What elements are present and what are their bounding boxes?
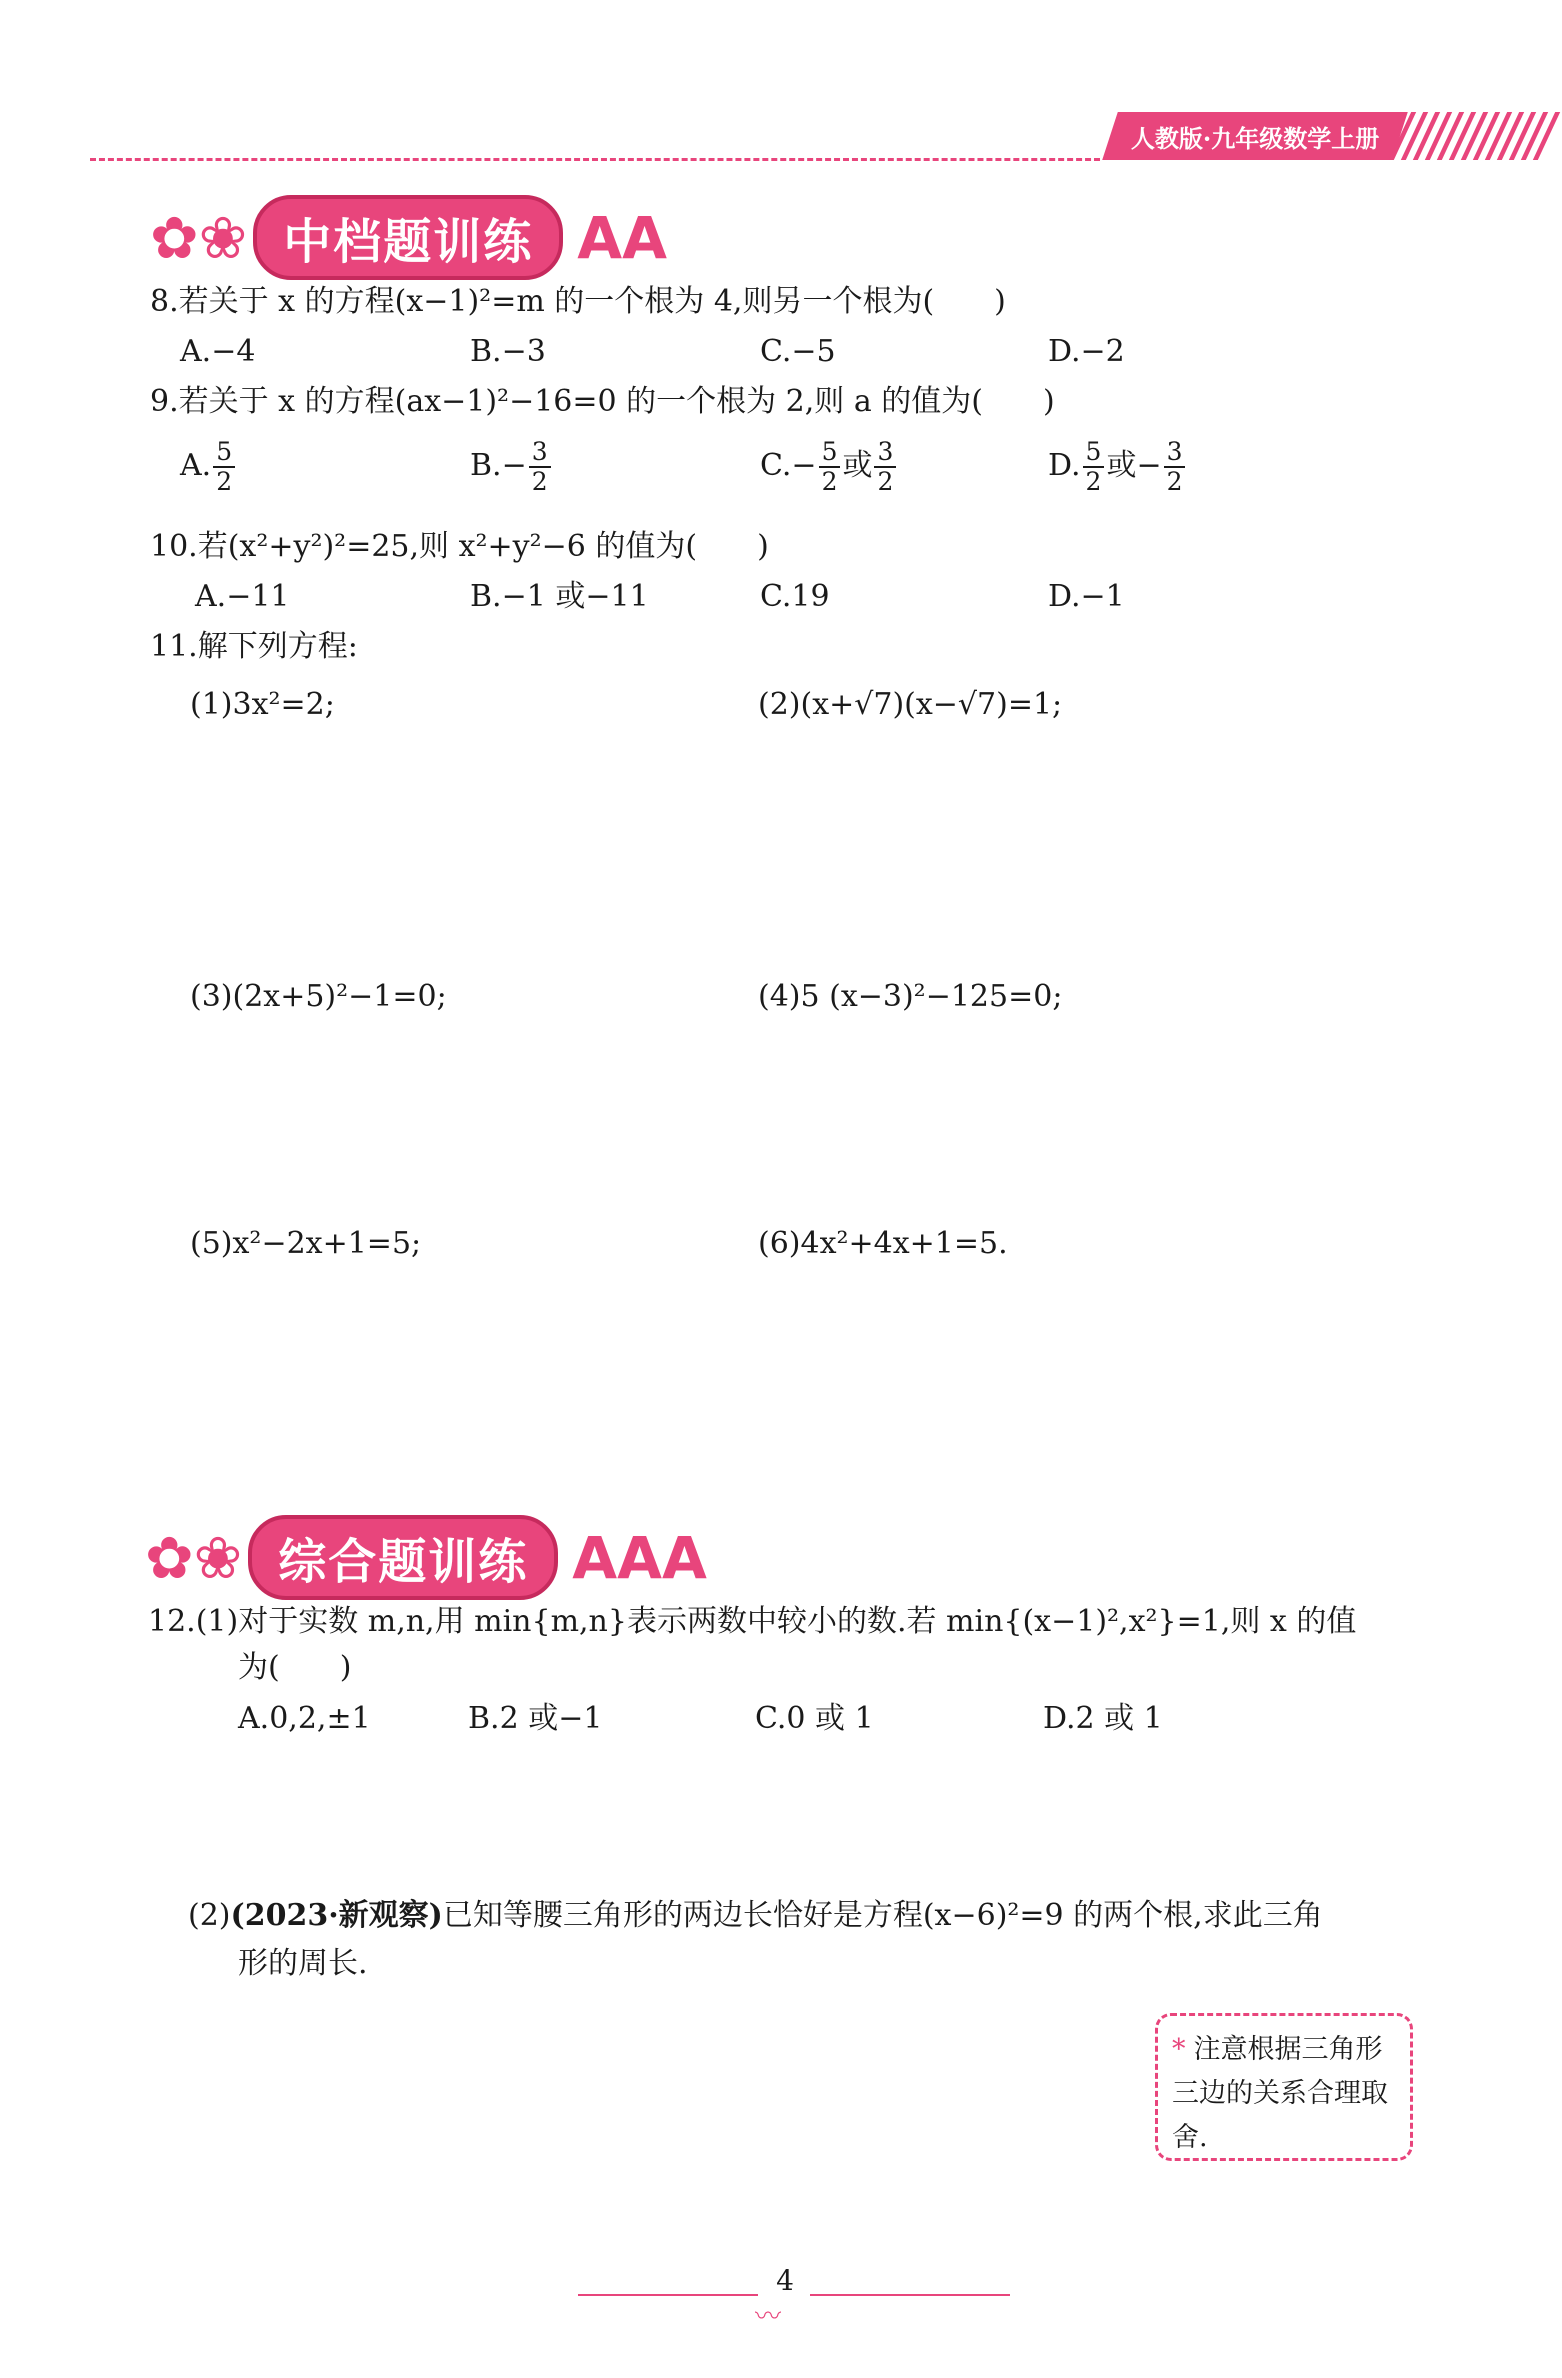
q11-part-2: (2)(x+√7)(x−√7)=1; — [758, 687, 1063, 722]
q10-option-c: C.19 — [760, 579, 830, 614]
page-number: 4 — [776, 2264, 794, 2297]
q8-option-c: C.−5 — [760, 334, 836, 369]
q9-option-a: A. $\frac{5}{2}$ — [180, 438, 237, 496]
header-book-title: 人教版·九年级数学上册 — [1130, 123, 1380, 153]
section-comprehensive-badge: 综合题训练 — [248, 1515, 558, 1600]
fraction: $\frac{3}{2}$ — [529, 438, 551, 496]
header-stripes — [1400, 112, 1560, 160]
q12-option-b: B.2 或−1 — [468, 1701, 603, 1736]
hint-note — [1155, 2013, 1413, 2161]
flower-icon: ✿❀ — [145, 1523, 243, 1592]
q11-part-3: (3)(2x+5)²−1=0; — [190, 979, 447, 1014]
q11-part-6: (6)4x²+4x+1=5. — [758, 1226, 1008, 1261]
footer-line-left — [578, 2294, 758, 2296]
q12-part1-line1: 12.(1)对于实数 m,n,用 min{m,n}表示两数中较小的数.若 min{(x−1)²,x²}=1,则 x 的值 — [148, 1604, 1357, 1639]
q9-option-d: D. $\frac{5}{2}$ 或− $\frac{3}{2}$ — [1048, 438, 1187, 496]
q10-option-a: A.−11 — [195, 579, 290, 614]
q12-part2-line2: 形的周长. — [238, 1946, 368, 1981]
fraction: $\frac{3}{2}$ — [1164, 438, 1186, 496]
q8-option-b: B.−3 — [470, 334, 546, 369]
q12-option-d: D.2 或 1 — [1043, 1701, 1163, 1736]
section-comprehensive-level: AAA — [572, 1523, 707, 1592]
q11-part-4: (4)5 (x−3)²−125=0; — [758, 979, 1063, 1014]
q12-option-a: A.0,2,±1 — [238, 1701, 371, 1736]
q9-stem: 9.若关于 x 的方程(ax−1)²−16=0 的一个根为 2,则 a 的值为( ) — [150, 384, 1055, 419]
footer-line-right — [810, 2294, 1010, 2296]
q10-option-b: B.−1 或−11 — [470, 579, 649, 614]
q10-option-d: D.−1 — [1048, 579, 1125, 614]
section-medium-level: AA — [577, 203, 667, 272]
q11-stem: 11.解下列方程: — [150, 629, 358, 664]
q12-option-c: C.0 或 1 — [755, 1701, 874, 1736]
q12-source: (2023·新观察) — [230, 1898, 443, 1933]
q8-option-d: D.−2 — [1048, 334, 1125, 369]
q8-stem: 8.若关于 x 的方程(x−1)²=m 的一个根为 4,则另一个根为( ) — [150, 284, 1006, 319]
header-book-title-box — [1102, 112, 1408, 160]
q12-part2-line1: (2)(2023·新观察)已知等腰三角形的两边长恰好是方程(x−6)²=9 的两个根,求此三角 — [188, 1898, 1323, 1933]
hint-note-text: 注意根据三角形三边的关系合理取舍. — [1172, 2034, 1388, 2153]
flower-icon: ✿❀ — [150, 203, 248, 272]
header-divider — [90, 158, 1100, 161]
q8-option-a: A.−4 — [180, 334, 256, 369]
fraction: $\frac{5}{2}$ — [213, 438, 235, 496]
section-medium-title — [150, 195, 667, 280]
q9-option-b: B.− $\frac{3}{2}$ — [470, 438, 553, 496]
fraction: $\frac{3}{2}$ — [874, 438, 896, 496]
q10-stem: 10.若(x²+y²)²=25,则 x²+y²−6 的值为( ) — [150, 529, 769, 564]
q9-option-c: C.− $\frac{5}{2}$ 或 $\frac{3}{2}$ — [760, 438, 898, 496]
q11-part-5: (5)x²−2x+1=5; — [190, 1226, 422, 1261]
fraction: $\frac{5}{2}$ — [1083, 438, 1105, 496]
section-medium-badge: 中档题训练 — [253, 195, 563, 280]
q11-part-1: (1)3x²=2; — [190, 687, 335, 722]
q12-part1-line2: 为( ) — [238, 1650, 352, 1685]
fraction: $\frac{5}{2}$ — [819, 438, 841, 496]
section-comprehensive-title — [145, 1515, 707, 1600]
book-ornament-icon: 〰︎ — [755, 2302, 782, 2332]
star-icon: * — [1172, 2034, 1186, 2065]
